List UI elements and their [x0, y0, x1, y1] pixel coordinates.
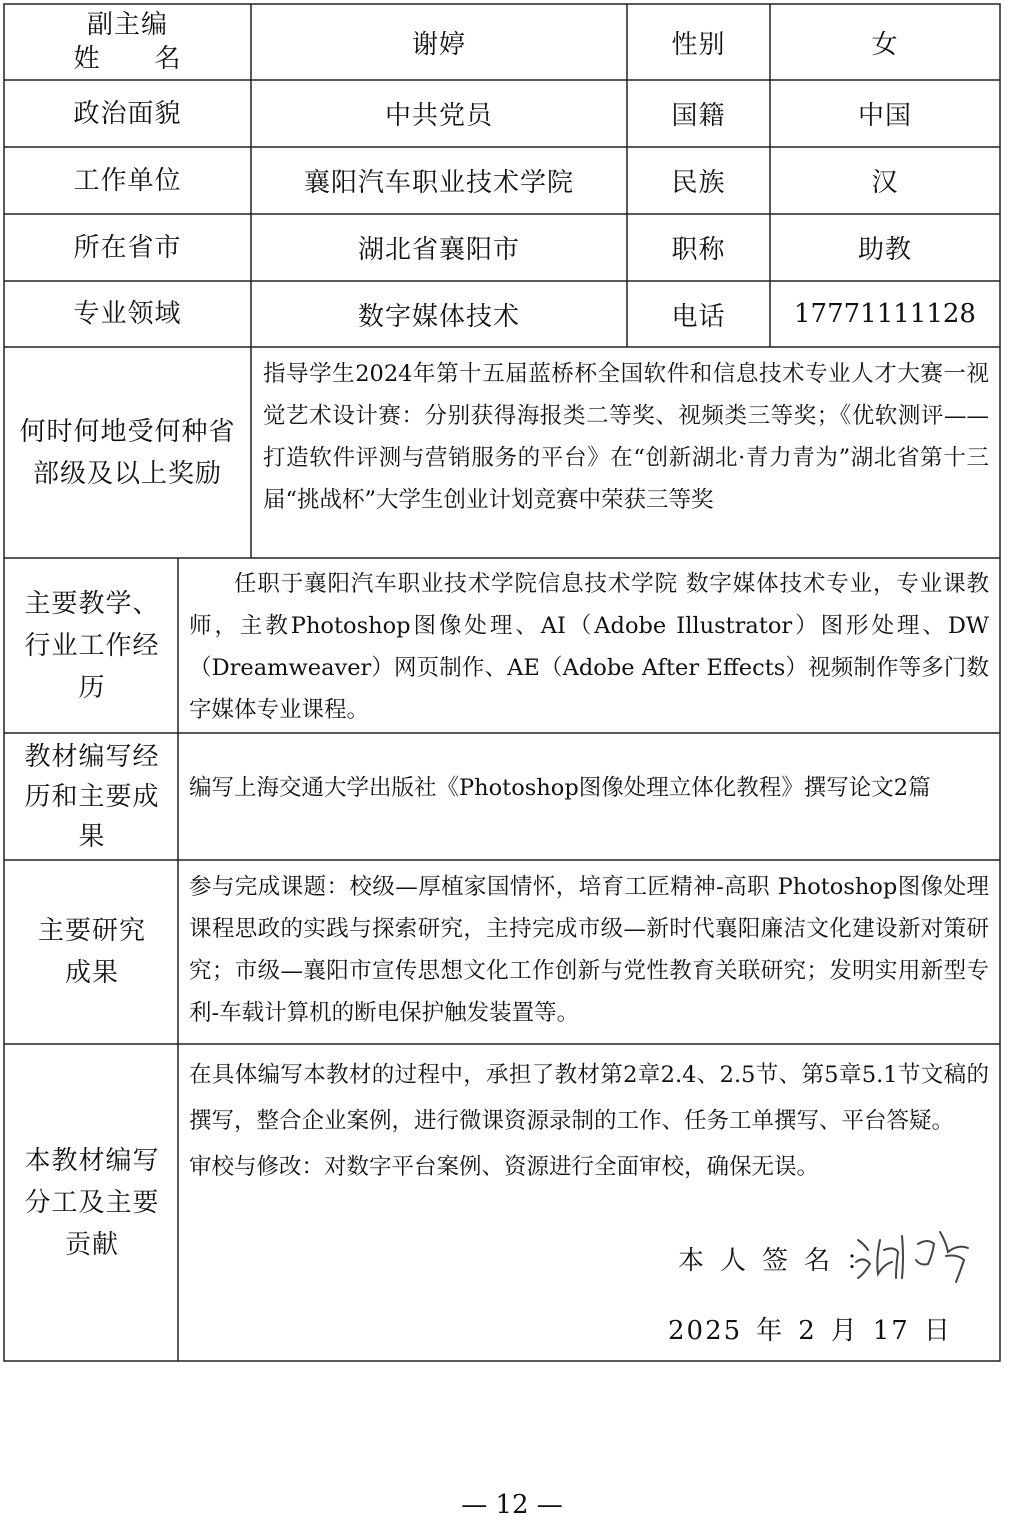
value-nationality: 中国: [857, 101, 912, 131]
contribution-text-1: 在具体编写本教材的过程中，承担了教材第2章2.4、2.5节、第5章5.1节文稿的撰写，整合企业案例，进行微课资源录制的工作、任务工单撰写、平台答疑。: [189, 1062, 989, 1134]
label-field: 专业领域: [73, 299, 182, 329]
date-month: 2: [798, 1316, 817, 1346]
label-location: 所在省市: [73, 232, 182, 263]
value-title: 助教: [857, 235, 912, 265]
date-year-unit: 年: [756, 1316, 785, 1346]
value-location: 湖北省襄阳市: [357, 235, 520, 265]
signature-date: [668, 1310, 966, 1347]
contribution-text-2: 审校与修改：对数字平台案例、资源进行全面审校，确保无误。: [189, 1154, 820, 1180]
label-phone: 电话: [671, 301, 726, 332]
value-ethnicity: 汉: [871, 168, 899, 198]
value-phone: 17771111128: [794, 299, 976, 329]
research-text: 参与完成课题：校级—厚植家国情怀，培育工匠精神-高职 Photoshop图像处理课程思政的实践与探索研究，主持完成市级—新时代襄阳廉洁文化建设新对策研究；市级—襄阳市宣传思想文化工作创新与党性教育关联研究；发明实用新型专利-车载计算机的断电保护触发装置等。: [189, 874, 989, 1026]
date-month-unit: 月: [830, 1316, 859, 1346]
value-gender: 女: [871, 29, 899, 60]
contribution-body: [189, 1052, 989, 1190]
awards-text: 指导学生2024年第十五届蓝桥杯全国软件和信息技术专业人才大赛一视觉艺术设计赛：分别获得海报类二等奖、视频类三等奖；《优软测评——打造软件评测与营销服务的平台》在“创新湖北·青力青为”湖北省第十三届“挑战杯”大学生创业计划竞赛中荣获三等奖: [263, 361, 989, 513]
label-contribution: 本教材编写分工及主要贡献: [24, 1145, 160, 1260]
label-political: 政治面貌: [73, 98, 182, 129]
label-awards: 何时何地受何种省部级及以上奖励: [19, 416, 236, 489]
value-name: 谢婷: [411, 29, 466, 60]
date-year: 2025: [668, 1316, 743, 1346]
value-employer: 襄阳汽车职业技术学院: [303, 168, 574, 198]
experience-text: 任职于襄阳汽车职业技术学院信息技术学院 数字媒体技术专业，专业课教师，主教Photoshop图像处理、AI（Adobe Illustrator）图形处理、DW（Dreamweaver）网页制作、AE（Adobe After Effects）视频制作等多门数字媒体专业课程。: [189, 571, 989, 723]
date-day-unit: 日: [923, 1316, 952, 1346]
textbook-text: 编写上海交通大学出版社《Photoshop图像处理立体化教程》撰写论文2篇: [189, 775, 931, 801]
label-employer: 工作单位: [73, 165, 182, 196]
label-ethnicity: 民族: [671, 168, 726, 198]
label-name: 副主编 姓 名: [73, 10, 182, 74]
label-nationality: 国籍: [671, 101, 726, 131]
signature-line: [678, 1240, 888, 1277]
label-textbook: 教材编写经历和主要成果: [24, 741, 160, 852]
value-political: 中共党员: [384, 101, 493, 131]
date-day: 17: [872, 1316, 910, 1346]
label-research: 主要研究成果: [37, 916, 146, 988]
label-experience: 主要教学、行业工作经历: [24, 588, 160, 703]
page-number: — 12 —: [461, 1490, 563, 1520]
value-field: 数字媒体技术: [357, 301, 520, 332]
signature-label: 本人签名：: [678, 1246, 889, 1276]
label-gender: 性别: [671, 29, 726, 60]
label-title: 职称: [671, 235, 726, 265]
